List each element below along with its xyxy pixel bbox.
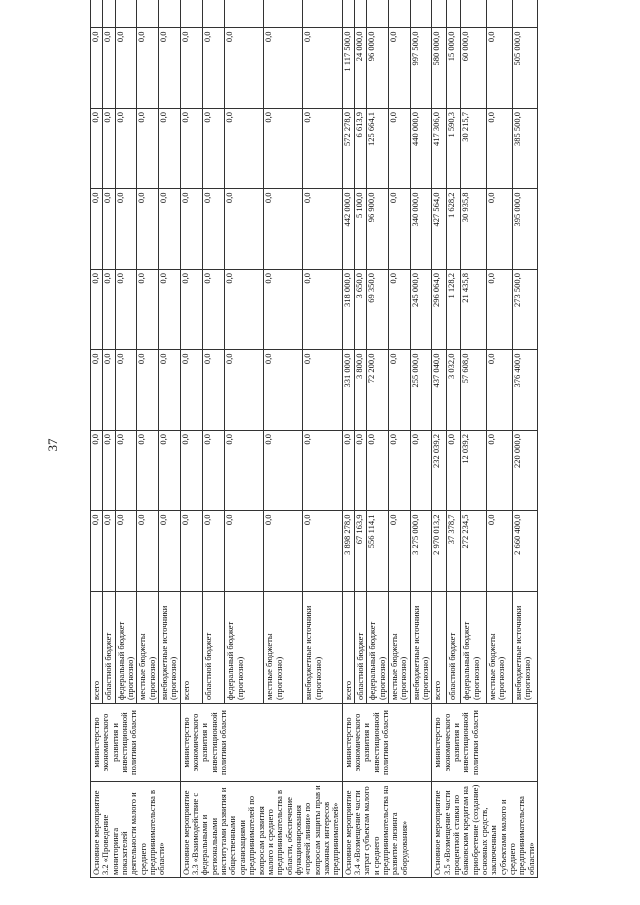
value-cell: 0,0 xyxy=(203,350,225,431)
value-cell: 0,0 xyxy=(137,431,159,512)
value-cell: 67 163,9 xyxy=(354,511,366,592)
value-cell: 60 000,0 xyxy=(461,28,487,109)
value-cell: 0,0 xyxy=(410,431,432,512)
value-cell xyxy=(303,0,342,28)
value-cell: 556 114,1 xyxy=(367,511,389,592)
value-cell xyxy=(225,0,264,28)
value-cell xyxy=(512,0,538,28)
value-cell: 0,0 xyxy=(225,28,264,109)
value-cell: 0,0 xyxy=(367,431,389,512)
value-cell xyxy=(91,0,103,28)
value-cell: 0,0 xyxy=(159,28,181,109)
value-cell: 417 306,0 xyxy=(432,109,447,190)
value-cell: 0,0 xyxy=(115,28,137,109)
source-cell: внебюджетные источники (прогнозно) xyxy=(512,592,538,704)
value-cell: 0,0 xyxy=(159,431,181,512)
value-cell: 57 608,0 xyxy=(461,350,487,431)
value-cell: 437 040,0 xyxy=(432,350,447,431)
value-cell xyxy=(264,0,303,28)
value-cell: 0,0 xyxy=(159,189,181,270)
source-cell: всего xyxy=(342,592,354,704)
value-cell: 0,0 xyxy=(225,270,264,351)
value-cell: 0,0 xyxy=(180,350,202,431)
value-cell: 255 000,0 xyxy=(410,350,432,431)
value-cell: 0,0 xyxy=(137,109,159,190)
value-cell: 440 000,0 xyxy=(410,109,432,190)
value-cell: 0,0 xyxy=(225,511,264,592)
table-row xyxy=(180,0,202,878)
value-cell: 0,0 xyxy=(203,28,225,109)
value-cell: 5 100,0 xyxy=(354,189,366,270)
event-cell: Основное мероприятие 3.3 «Взаимодействие с федеральными и региональными институтами развития и общественными организациями предпринимателей по вопросам развития малого и среднего предпринимательства в области, обеспечение функционирования «горячей линии» по вопросам защиты прав и законных интересов предпринимателей» xyxy=(180,782,342,878)
value-cell: 0,0 xyxy=(159,109,181,190)
value-cell: 0,0 xyxy=(203,270,225,351)
source-cell: всего xyxy=(180,592,202,704)
value-cell: 0,0 xyxy=(180,109,202,190)
value-cell: 0,0 xyxy=(137,189,159,270)
value-cell: 6 613,9 xyxy=(354,109,366,190)
value-cell: 0,0 xyxy=(103,350,115,431)
value-cell: 376 400,0 xyxy=(512,350,538,431)
event-cell: Основное мероприятие 3.4 «Возмещение части затрат субъектам малого и среднего предпринимательства на развитие лизинга оборудования» xyxy=(342,782,432,878)
value-cell xyxy=(342,0,354,28)
source-cell: внебюджетные источники (прогнозно) xyxy=(159,592,181,704)
value-cell: 0,0 xyxy=(225,350,264,431)
value-cell: 0,0 xyxy=(225,431,264,512)
value-cell: 580 000,0 xyxy=(432,28,447,109)
value-cell: 0,0 xyxy=(388,28,410,109)
value-cell: 21 435,8 xyxy=(461,270,487,351)
value-cell: 340 000,0 xyxy=(410,189,432,270)
value-cell: 0,0 xyxy=(486,189,512,270)
value-cell: 0,0 xyxy=(203,109,225,190)
value-cell: 3 898 278,0 xyxy=(342,511,354,592)
value-cell: 0,0 xyxy=(486,431,512,512)
value-cell: 0,0 xyxy=(225,189,264,270)
value-cell: 0,0 xyxy=(180,270,202,351)
executor-cell: министерство экономического развития и инвестиционной политики области xyxy=(342,704,432,782)
value-cell: 0,0 xyxy=(264,431,303,512)
table-row xyxy=(432,0,447,878)
value-cell: 997 500,0 xyxy=(410,28,432,109)
value-cell: 0,0 xyxy=(115,189,137,270)
value-cell: 0,0 xyxy=(388,189,410,270)
value-cell: 331 000,0 xyxy=(342,350,354,431)
source-cell: областной бюджет xyxy=(103,592,115,704)
executor-cell: министерство экономического развития и инвестиционной политики области xyxy=(180,704,342,782)
event-cell: Основное мероприятие 3.2 «Проведение мониторинга показателей деятельности малого и среднего предпринимательства в области» xyxy=(91,782,181,878)
value-cell: 232 039,2 xyxy=(432,431,447,512)
value-cell xyxy=(446,0,461,28)
source-cell: местные бюджеты (прогнозно) xyxy=(137,592,159,704)
value-cell: 0,0 xyxy=(342,431,354,512)
executor-cell: министерство экономического развития и инвестиционной политики области xyxy=(432,704,538,782)
value-cell: 2 970 013,2 xyxy=(432,511,447,592)
value-cell: 572 278,0 xyxy=(342,109,354,190)
value-cell: 0,0 xyxy=(115,270,137,351)
value-cell xyxy=(115,0,137,28)
value-cell: 0,0 xyxy=(137,511,159,592)
value-cell: 0,0 xyxy=(103,109,115,190)
value-cell: 0,0 xyxy=(203,189,225,270)
page-number: 37 xyxy=(45,438,60,452)
value-cell: 1 117 500,0 xyxy=(342,28,354,109)
value-cell: 245 000,0 xyxy=(410,270,432,351)
value-cell: 96 000,0 xyxy=(367,28,389,109)
value-cell xyxy=(354,0,366,28)
table-row xyxy=(91,0,103,878)
table-row xyxy=(342,0,354,878)
value-cell: 3 275 000,0 xyxy=(410,511,432,592)
value-cell: 0,0 xyxy=(264,270,303,351)
value-cell: 0,0 xyxy=(91,109,103,190)
value-cell: 0,0 xyxy=(303,270,342,351)
source-cell: всего xyxy=(91,592,103,704)
value-cell: 69 350,0 xyxy=(367,270,389,351)
source-cell: областной бюджет xyxy=(446,592,461,704)
value-cell: 442 000,0 xyxy=(342,189,354,270)
value-cell: 1 628,2 xyxy=(446,189,461,270)
value-cell: 395 000,0 xyxy=(512,189,538,270)
value-cell: 0,0 xyxy=(354,431,366,512)
value-cell: 0,0 xyxy=(91,189,103,270)
value-cell xyxy=(180,0,202,28)
source-cell: федеральный бюджет (прогнозно) xyxy=(225,592,264,704)
value-cell: 0,0 xyxy=(264,511,303,592)
value-cell: 0,0 xyxy=(159,270,181,351)
value-cell: 0,0 xyxy=(388,109,410,190)
value-cell: 0,0 xyxy=(486,109,512,190)
value-cell: 3 032,0 xyxy=(446,350,461,431)
value-cell xyxy=(388,0,410,28)
value-cell: 0,0 xyxy=(103,189,115,270)
value-cell xyxy=(486,0,512,28)
value-cell: 12 039,2 xyxy=(461,431,487,512)
value-cell: 3 800,0 xyxy=(354,350,366,431)
value-cell xyxy=(410,0,432,28)
value-cell: 30 935,8 xyxy=(461,189,487,270)
value-cell: 0,0 xyxy=(103,28,115,109)
value-cell: 96 900,0 xyxy=(367,189,389,270)
value-cell: 0,0 xyxy=(486,350,512,431)
value-cell xyxy=(159,0,181,28)
value-cell: 0,0 xyxy=(137,28,159,109)
funding-table xyxy=(90,0,538,878)
value-cell: 1 590,3 xyxy=(446,109,461,190)
value-cell: 30 215,7 xyxy=(461,109,487,190)
value-cell: 2 660 400,0 xyxy=(512,511,538,592)
value-cell: 0,0 xyxy=(115,431,137,512)
value-cell: 3 650,0 xyxy=(354,270,366,351)
value-cell: 0,0 xyxy=(225,109,264,190)
value-cell: 0,0 xyxy=(137,270,159,351)
source-cell: внебюджетные источники (прогнозно) xyxy=(303,592,342,704)
value-cell: 0,0 xyxy=(388,350,410,431)
value-cell: 0,0 xyxy=(486,28,512,109)
value-cell: 0,0 xyxy=(115,109,137,190)
value-cell: 272 234,5 xyxy=(461,511,487,592)
value-cell: 427 564,0 xyxy=(432,189,447,270)
value-cell: 0,0 xyxy=(388,270,410,351)
value-cell: 273 500,0 xyxy=(512,270,538,351)
value-cell: 72 200,0 xyxy=(367,350,389,431)
value-cell: 1 128,2 xyxy=(446,270,461,351)
value-cell: 0,0 xyxy=(264,189,303,270)
value-cell: 0,0 xyxy=(303,109,342,190)
value-cell: 318 000,0 xyxy=(342,270,354,351)
value-cell: 0,0 xyxy=(103,431,115,512)
value-cell: 0,0 xyxy=(137,350,159,431)
value-cell: 0,0 xyxy=(388,511,410,592)
source-cell: областной бюджет xyxy=(203,592,225,704)
source-cell: всего xyxy=(432,592,447,704)
value-cell: 0,0 xyxy=(103,270,115,351)
source-cell: федеральный бюджет (прогнозно) xyxy=(367,592,389,704)
value-cell: 220 000,0 xyxy=(512,431,538,512)
value-cell: 0,0 xyxy=(115,511,137,592)
value-cell: 0,0 xyxy=(91,431,103,512)
value-cell: 0,0 xyxy=(203,431,225,512)
value-cell: 0,0 xyxy=(103,511,115,592)
value-cell: 15 000,0 xyxy=(446,28,461,109)
value-cell: 0,0 xyxy=(159,350,181,431)
value-cell: 0,0 xyxy=(159,511,181,592)
value-cell xyxy=(461,0,487,28)
value-cell xyxy=(203,0,225,28)
value-cell: 0,0 xyxy=(303,511,342,592)
value-cell: 0,0 xyxy=(180,431,202,512)
value-cell: 0,0 xyxy=(203,511,225,592)
value-cell: 0,0 xyxy=(264,350,303,431)
source-cell: федеральный бюджет (прогнозно) xyxy=(461,592,487,704)
value-cell: 0,0 xyxy=(303,350,342,431)
value-cell: 0,0 xyxy=(180,511,202,592)
value-cell: 385 500,0 xyxy=(512,109,538,190)
value-cell: 0,0 xyxy=(264,28,303,109)
value-cell: 0,0 xyxy=(486,511,512,592)
value-cell: 0,0 xyxy=(180,28,202,109)
value-cell: 0,0 xyxy=(446,431,461,512)
value-cell: 0,0 xyxy=(303,189,342,270)
event-cell: Основное мероприятие 3.5 «Возмещение части процентной ставки по банковским кредитам на приобретение (создание) основных средств, заключенным субъектами малого и среднего предпринимательства области» xyxy=(432,782,538,878)
value-cell: 0,0 xyxy=(303,28,342,109)
value-cell: 0,0 xyxy=(115,350,137,431)
value-cell xyxy=(137,0,159,28)
executor-cell: министерство экономического развития и инвестиционной политики области xyxy=(91,704,181,782)
value-cell: 0,0 xyxy=(303,431,342,512)
value-cell: 0,0 xyxy=(388,431,410,512)
value-cell: 0,0 xyxy=(91,28,103,109)
value-cell: 125 664,1 xyxy=(367,109,389,190)
value-cell xyxy=(432,0,447,28)
value-cell: 296 064,0 xyxy=(432,270,447,351)
value-cell: 0,0 xyxy=(264,109,303,190)
value-cell: 0,0 xyxy=(486,270,512,351)
rotated-table-wrapper xyxy=(90,28,585,878)
value-cell: 0,0 xyxy=(180,189,202,270)
source-cell: областной бюджет xyxy=(354,592,366,704)
source-cell: местные бюджеты (прогнозно) xyxy=(388,592,410,704)
source-cell: внебюджетные источники (прогнозно) xyxy=(410,592,432,704)
value-cell xyxy=(367,0,389,28)
source-cell: федеральный бюджет (прогнозно) xyxy=(115,592,137,704)
value-cell: 24 000,0 xyxy=(354,28,366,109)
value-cell: 0,0 xyxy=(91,270,103,351)
value-cell: 505 000,0 xyxy=(512,28,538,109)
value-cell: 0,0 xyxy=(91,511,103,592)
value-cell: 0,0 xyxy=(91,350,103,431)
value-cell: 37 378,7 xyxy=(446,511,461,592)
value-cell xyxy=(103,0,115,28)
source-cell: местные бюджеты (прогнозно) xyxy=(486,592,512,704)
source-cell: местные бюджеты (прогнозно) xyxy=(264,592,303,704)
